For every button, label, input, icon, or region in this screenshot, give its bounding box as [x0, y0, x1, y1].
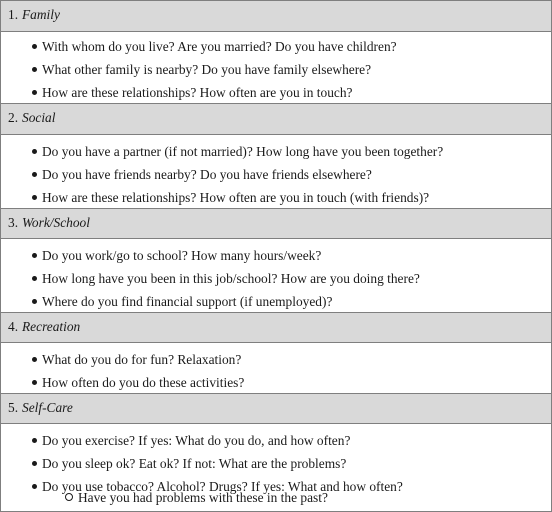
section-number: 1. — [8, 7, 19, 22]
bullet-icon — [32, 484, 37, 489]
sub-list-item: Have you had problems with these in the past? — [78, 490, 328, 505]
section-number: 2. — [8, 110, 19, 125]
bullet-icon — [32, 195, 37, 200]
section-number: 4. — [8, 319, 19, 334]
list-item: With whom do you live? Are you married? Do you have children? — [42, 39, 397, 54]
section-header-family — [1, 1, 551, 32]
section-number: 5. — [8, 400, 19, 415]
section-header-self-care — [1, 393, 551, 424]
list-item: Where do you find financial support (if unemployed)? — [42, 294, 333, 309]
list-item: What other family is nearby? Do you have family elsewhere? — [42, 62, 372, 77]
sub-bullet-icon — [65, 493, 73, 501]
list-item: Do you have friends nearby? Do you have friends elsewhere? — [42, 167, 372, 182]
bullet-icon — [32, 44, 37, 49]
list-item: How often do you do these activities? — [42, 375, 245, 390]
bullet-icon — [32, 149, 37, 154]
bullet-icon — [32, 172, 37, 177]
list-item: What do you do for fun? Relaxation? — [42, 352, 242, 367]
list-item: Do you exercise? If yes: What do you do, and how often? — [42, 433, 351, 448]
section-header-recreation — [1, 312, 551, 343]
list-item: Do you work/go to school? How many hours/week? — [42, 248, 322, 263]
section-number: 3. — [8, 215, 19, 230]
bullet-icon — [32, 438, 37, 443]
list-item: Do you sleep ok? Eat ok? If not: What are the problems? — [42, 456, 347, 471]
list-item: How long have you been in this job/school? How are you doing there? — [42, 271, 420, 286]
list-item: Do you use tobacco? Alcohol? Drugs? If yes: What and how often? — [42, 479, 403, 494]
list-item: Do you have a partner (if not married)? How long have you been together? — [42, 144, 444, 159]
list-item: How are these relationships? How often are you in touch (with friends)? — [42, 190, 430, 205]
bullet-icon — [32, 90, 37, 95]
bullet-icon — [32, 461, 37, 466]
section-title: Work/School — [22, 215, 90, 230]
section-header-social — [1, 103, 551, 135]
section-title: Family — [22, 7, 60, 22]
section-title: Self-Care — [22, 400, 73, 415]
bullet-icon — [32, 276, 37, 281]
list-item: How are these relationships? How often are you in touch? — [42, 85, 353, 100]
bullet-icon — [32, 253, 37, 258]
bullet-icon — [32, 380, 37, 385]
section-title: Recreation — [22, 319, 81, 334]
bullet-icon — [32, 357, 37, 362]
section-header-work-school — [1, 208, 551, 239]
bullet-icon — [32, 299, 37, 304]
bullet-icon — [32, 67, 37, 72]
section-title: Social — [22, 110, 56, 125]
